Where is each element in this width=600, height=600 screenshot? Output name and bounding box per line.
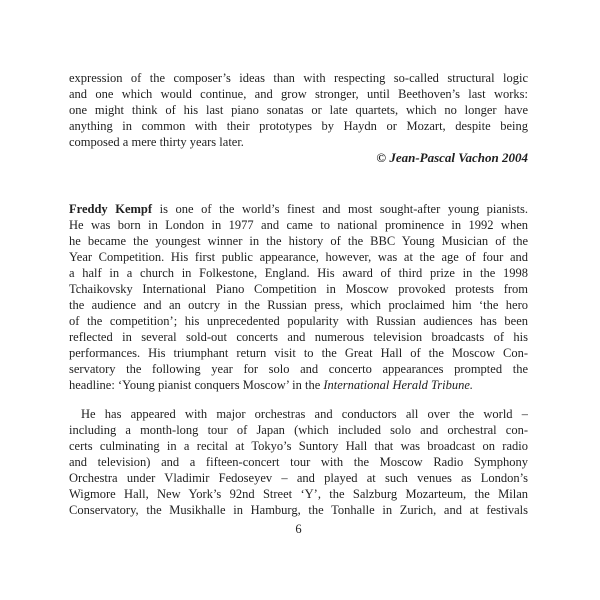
paragraph-kempf-biography [69,201,528,393]
text-line [69,502,528,518]
text-line [69,377,528,393]
text-line [69,329,528,345]
text-line [69,249,528,265]
text-segment: including a month-long tour of Japan (which included solo and orchestral con- [69,423,528,437]
text-segment: He has appeared with major orchestras and conductors all over the world – [81,407,528,421]
text-segment: certs culminating in a recital at Tokyo’s Suntory Hall that was broadcast on radio [69,439,528,453]
text-segment: servatory the following year for solo and concerto appearances prompted the [69,362,528,376]
text-segment: expression of the composer’s ideas than with respecting so-called structural logic [69,71,528,85]
text-segment: a half in a church in Folkestone, England. His award of third prize in the 1998 [69,266,528,280]
text-line [69,217,528,233]
text-segment: anything in common with their prototypes by Haydn or Mozart, despite being [69,119,528,133]
text-line [69,233,528,249]
text-segment: Conservatory, the Musikhalle in Hamburg, the Tonhalle in Zurich, and at festivals [69,503,528,517]
text-segment: and television) and a fifteen-concert tour with the Moscow Radio Symphony [69,455,528,469]
text-segment: is one of the world’s finest and most sought-after young pianists. [152,202,528,216]
text-line [69,265,528,281]
text-segment: Tchaikovsky International Piano Competition in Moscow provoked protests from [69,282,528,296]
text-segment: Wigmore Hall, New York’s 92nd Street ‘Y’, the Salzburg Mozarteum, the Milan [69,487,528,501]
page-number: 6 [295,522,302,536]
text-line [69,281,528,297]
text-line [69,454,528,470]
text-line [69,297,528,313]
text-segment: and one which would continue, and grow stronger, until Beethoven’s last works: [69,87,528,101]
text-line [69,70,528,86]
text-segment: performances. His triumphant return visit to the Great Hall of the Moscow Con- [69,346,528,360]
text-segment: International Herald Tribune. [323,378,474,392]
text-segment: Orchestra under Vladimir Fedoseyev – and played at such venues as London’s [69,471,528,485]
text-segment: the audience and an outcry in the Russian press, which proclaimed him ‘the hero [69,298,528,312]
text-line [69,422,528,438]
text-line [69,406,528,422]
text-segment: He was born in London in 1977 and came to national prominence in 1992 when [69,218,528,232]
text-line [69,134,528,150]
text-line [69,438,528,454]
text-line [69,86,528,102]
text-line [69,118,528,134]
text-segment: Freddy Kempf [69,202,153,216]
attribution-line: © Jean-Pascal Vachon 2004 [376,150,528,165]
text-line [69,486,528,502]
text-line [69,201,528,217]
text-segment: he became the youngest winner in the history of the BBC Young Musician of the [69,234,528,248]
text-segment: headline: ‘Young pianist conquers Moscow’ in the [69,378,324,392]
text-line [69,345,528,361]
text-segment: of the competition’; his unprecedented popularity with Russian audiences has been [69,314,528,328]
text-segment: composed a mere thirty years later. [69,135,244,149]
text-line [69,313,528,329]
paragraph-continuation [69,70,528,150]
paragraph-kempf-appearances [69,406,528,518]
text-line [69,361,528,377]
text-line [69,102,528,118]
text-segment: one might think of his last piano sonatas or late quartets, which no longer have [69,103,528,117]
text-segment: Year Competition. His first public appearance, however, was at the age of four and [69,250,528,264]
text-line [69,470,528,486]
text-segment: reflected in several sold-out concerts and numerous television broadcasts of his [69,330,528,344]
